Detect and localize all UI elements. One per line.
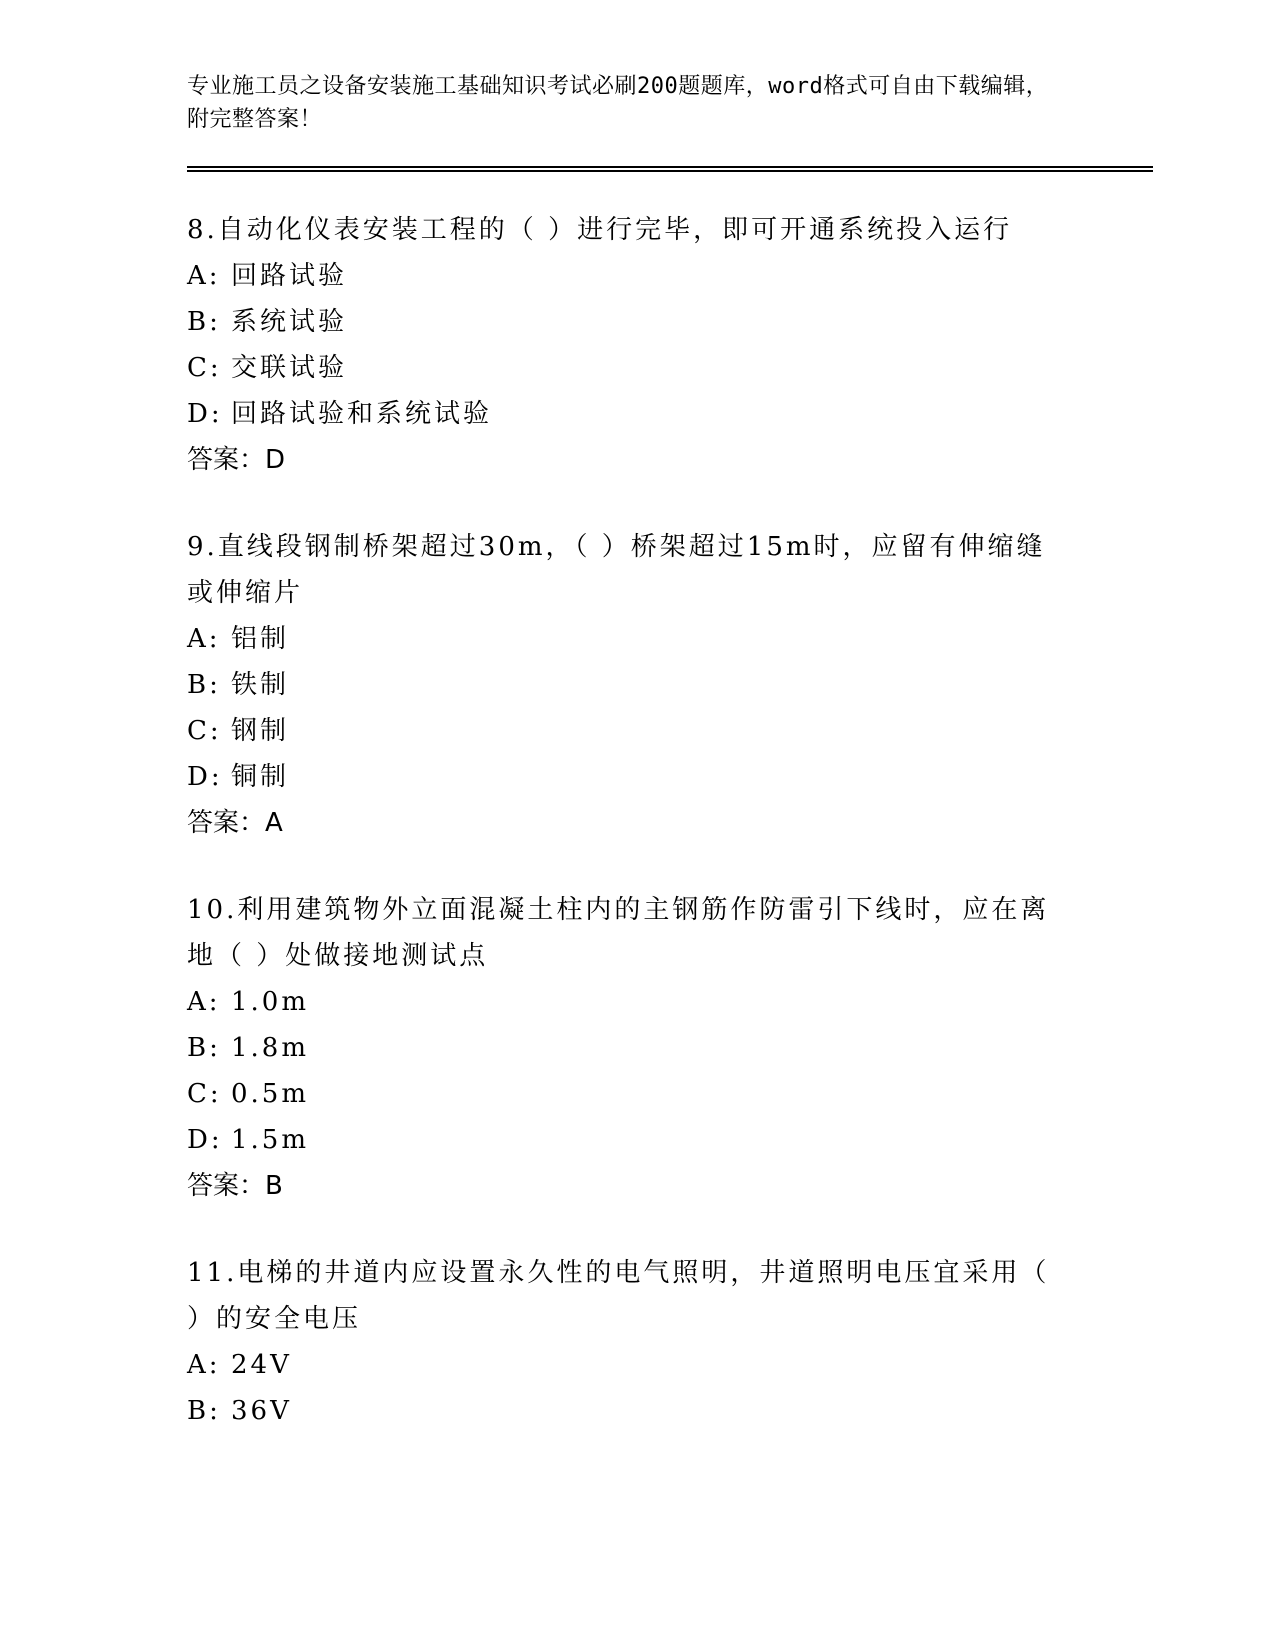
option-label: D: — [187, 1125, 223, 1155]
option-label: C: — [187, 353, 222, 383]
option-text: 1.8m — [231, 1033, 310, 1063]
option-label: A: — [187, 1350, 221, 1380]
option-c — [187, 708, 1067, 754]
question-text: 10.利用建筑物外立面混凝土柱内的主钢筋作防雷引下线时，应在离地（ ）处做接地测试点 — [187, 895, 1050, 971]
question-text: 8.自动化仪表安装工程的（ ）进行完毕，即可开通系统投入运行 — [187, 215, 1013, 245]
option-text: 回路试验和系统试验 — [231, 399, 493, 429]
option-text: 铜制 — [231, 762, 290, 792]
option-label: D: — [187, 762, 223, 792]
option-text: 0.5m — [231, 1079, 310, 1109]
option-label: A: — [187, 624, 221, 654]
option-text: 铁制 — [231, 670, 290, 700]
question-text: 9.直线段钢制桥架超过30m，（ ）桥架超过15m时，应留有伸缩缝或伸缩片 — [187, 532, 1046, 608]
option-c — [187, 1071, 1067, 1117]
option-label: B: — [187, 307, 221, 337]
option-label: B: — [187, 1033, 221, 1063]
option-label: D: — [187, 399, 223, 429]
option-label: B: — [187, 1396, 221, 1426]
option-text: 1.0m — [231, 987, 310, 1017]
question-item — [187, 207, 1147, 483]
option-text: 36V — [231, 1396, 292, 1426]
option-d — [187, 391, 1067, 437]
option-label: B: — [187, 670, 221, 700]
option-d — [187, 1117, 1067, 1163]
option-a — [187, 1342, 1067, 1388]
answer-line: 答案：A — [187, 808, 283, 838]
question-text: 11.电梯的井道内应设置永久性的电气照明，井道照明电压宜采用（ ）的安全电压 — [187, 1258, 1050, 1334]
question-list — [187, 207, 1147, 1434]
question-item — [187, 1250, 1147, 1434]
option-text: 钢制 — [231, 716, 290, 746]
option-label: A: — [187, 987, 221, 1017]
document-page — [187, 70, 1147, 1475]
option-text: 1.5m — [231, 1125, 310, 1155]
option-label: C: — [187, 1079, 222, 1109]
answer-line: 答案：B — [187, 1171, 283, 1201]
header-double-rule — [187, 166, 1153, 172]
option-a — [187, 616, 1067, 662]
option-b — [187, 662, 1067, 708]
option-c — [187, 345, 1067, 391]
option-text: 铝制 — [231, 624, 290, 654]
option-label: C: — [187, 716, 222, 746]
option-d — [187, 754, 1067, 800]
option-text: 24V — [231, 1350, 292, 1380]
question-item — [187, 887, 1147, 1209]
answer-line: 答案：D — [187, 445, 286, 475]
option-b — [187, 1388, 1067, 1434]
option-text: 交联试验 — [231, 353, 348, 383]
question-item — [187, 524, 1147, 846]
option-text: 回路试验 — [231, 261, 348, 291]
option-a — [187, 979, 1067, 1025]
option-b — [187, 1025, 1067, 1071]
option-a — [187, 253, 1067, 299]
document-title: 专业施工员之设备安装施工基础知识考试必刷200题题库，word格式可自由下载编辑，附完整答案！ — [187, 74, 1049, 132]
option-text: 系统试验 — [231, 307, 348, 337]
option-label: A: — [187, 261, 221, 291]
option-b — [187, 299, 1067, 345]
